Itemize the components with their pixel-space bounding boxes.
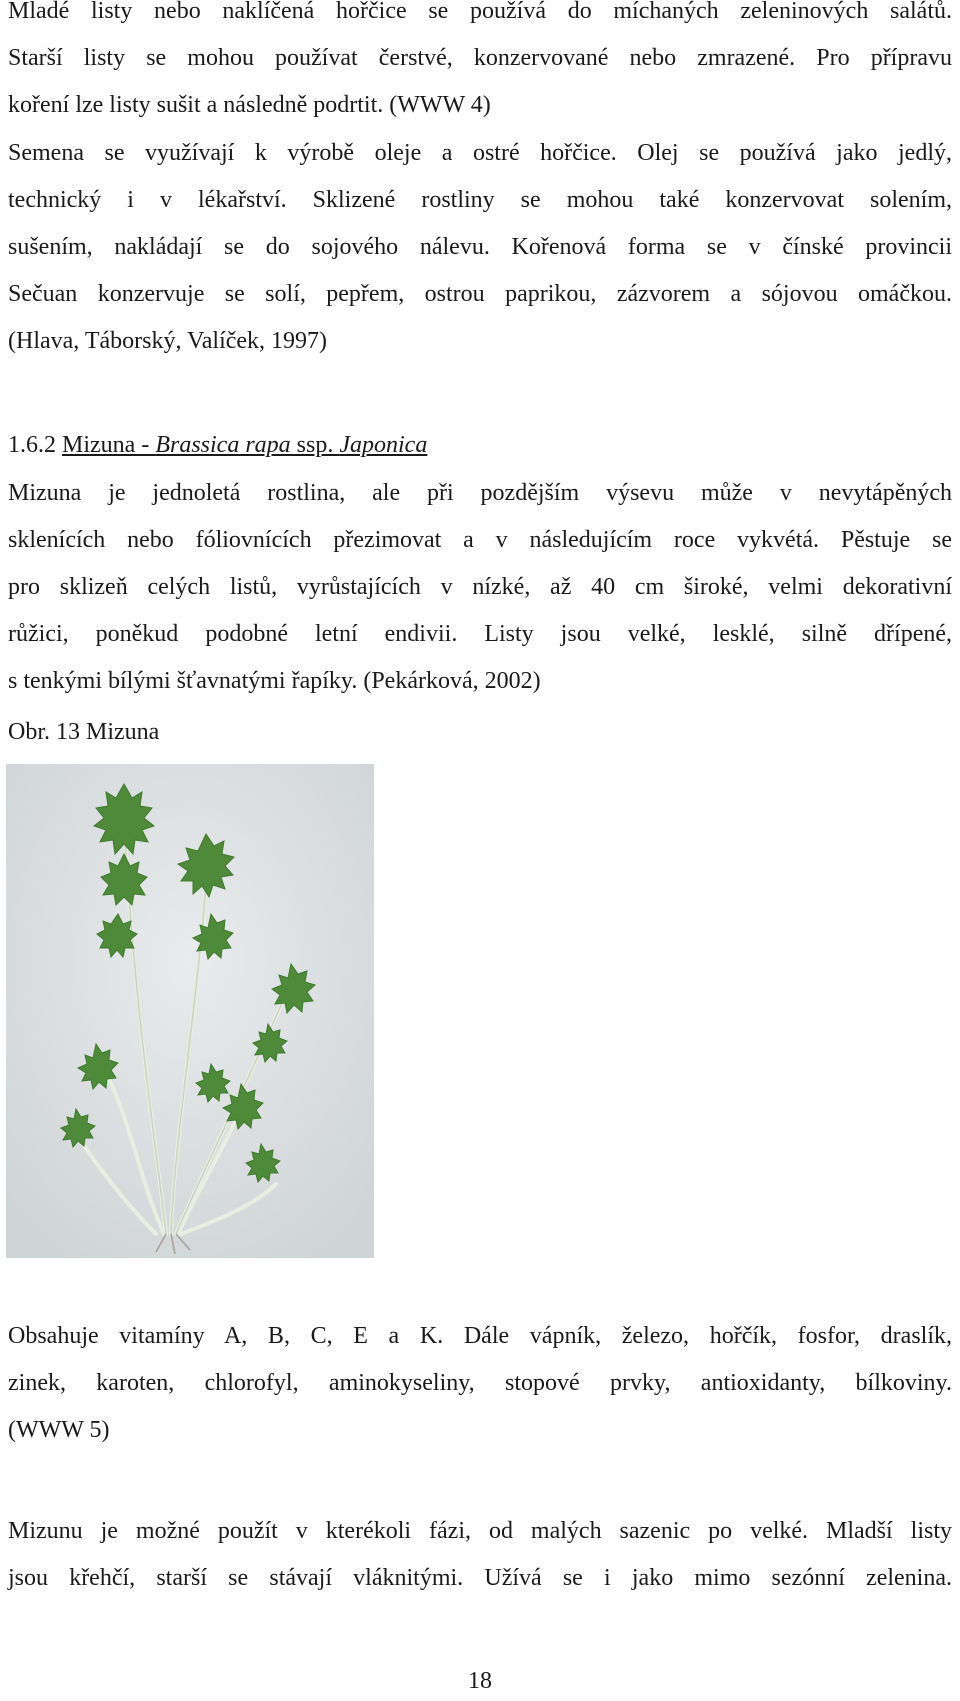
section-number: 1.6.2 xyxy=(8,432,56,458)
text-line: technický i v lékařství. Sklizené rostliny se mohou také konzervovat solením, xyxy=(8,187,952,213)
text-line: jsou křehčí, starší se stávají vláknitými. Užívá se i jako mimo sezónní zelenina. xyxy=(8,1565,952,1591)
text-line: Obsahuje vitamíny A, B, C, E a K. Dále vápník, železo, hořčík, fosfor, draslík, xyxy=(8,1323,952,1349)
section-title: Mizuna - Brassica rapa ssp. Japonica xyxy=(62,432,428,458)
text-line: zinek, karoten, chlorofyl, aminokyseliny, stopové prvky, antioxidanty, bílkoviny. xyxy=(8,1370,952,1396)
paragraph-use xyxy=(8,1508,952,1602)
text-line: sušením, nakládají se do sojového nálevu. Kořenová forma se v čínské provincii xyxy=(8,234,952,260)
text-line: Mizuna je jednoletá rostlina, ale při pozdějším výsevu může v nevytápěných xyxy=(8,480,952,506)
mizuna-plant-illustration xyxy=(6,764,374,1258)
text-line: (WWW 5) xyxy=(8,1417,110,1443)
text-line: (Hlava, Táborský, Valíček, 1997) xyxy=(8,328,328,354)
text-line: růžici, poněkud podobné letní endivii. Listy jsou velké, lesklé, silně dřípené, xyxy=(8,621,952,647)
text-line: pro sklizeň celých listů, vyrůstajících v nízké, až 40 cm široké, velmi dekorativní xyxy=(8,574,952,600)
text-line: koření lze listy sušit a následně podrtit. (WWW 4) xyxy=(8,92,491,118)
text-line: Semena se využívají k výrobě oleje a ostré hořčice. Olej se používá jako jedlý, xyxy=(8,140,952,166)
paragraph-young-leaves xyxy=(8,0,952,129)
paragraph-seeds xyxy=(8,130,952,365)
text-line: Mizunu je možné použít v kterékoli fázi, od malých sazenic po velké. Mladší listy xyxy=(8,1518,952,1544)
paragraph-mizuna xyxy=(8,470,952,705)
paragraph-vitamins xyxy=(8,1313,952,1454)
page-number: 18 xyxy=(468,1668,492,1694)
text-line: s tenkými bílými šťavnatými řapíky. (Pekárková, 2002) xyxy=(8,668,541,694)
text-line: Starší listy se mohou používat čerstvé, konzervované nebo zmrazené. Pro přípravu xyxy=(8,45,952,71)
figure-caption: Obr. 13 Mizuna xyxy=(8,719,160,745)
text-line: Mladé listy nebo naklíčená hořčice se používá do míchaných zeleninových salátů. xyxy=(8,0,952,24)
mizuna-photo xyxy=(6,764,374,1258)
text-line: sklenících nebo fóliovnících přezimovat a v následujícím roce vykvétá. Pěstuje se xyxy=(8,527,952,553)
section-heading xyxy=(8,429,952,461)
text-line: Sečuan konzervuje se solí, pepřem, ostrou paprikou, zázvorem a sójovou omáčkou. xyxy=(8,281,952,307)
